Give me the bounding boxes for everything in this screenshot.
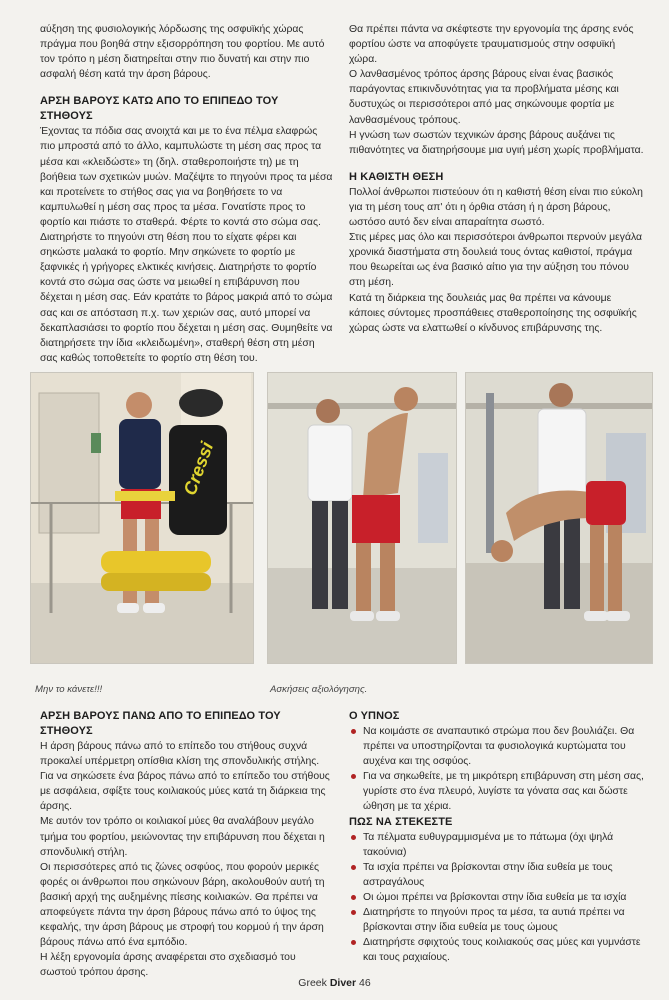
caption-dont-do-this: Μην το κάνετε!!! xyxy=(35,684,103,695)
list-item xyxy=(349,935,645,965)
list-item-text: Τα ισχία πρέπει να βρίσκονται στην ίδια ευθεία με τους αστραγάλους xyxy=(363,861,613,888)
list-item xyxy=(349,890,645,905)
column-bottom-right xyxy=(349,709,645,965)
knowledge-paragraph: Η γνώση των σωστών τεχνικών άρσης βάρους αυξάνει τις πιθανότητες να διατηρήσουμε μια υγιή μέση χωρίς προβλήματα. xyxy=(349,129,644,156)
above-chest-paragraph-4: Οι περισσότερες από τις ζώνες οσφύος, που φορούν μερικές φορές οι άνθρωποι που σηκώνουν βάρη, ακολουθούν αυτή τη βασική αρχή της αυξημένης πίεσης κοιλιακών. Θα πρέπει να αποφεύγετε πάντα την άρση βάρους πάνω από το ύψος της κεφαλής, την άρση βάρους με στροφή του κορμού ή την άρση βάρους πάνω από ένα εμπόδιο. xyxy=(40,861,325,949)
list-item-text: Διατηρήστε σφιχτούς τους κοιλιακούς σας μύες και γυμνάστε και τους ραχιαίους. xyxy=(363,937,641,964)
column-top-left xyxy=(40,22,334,366)
bullet-icon xyxy=(351,910,356,915)
wrong-lifting-paragraph: Ο λανθασμένος τρόπος άρσης βάρους είναι ένας βασικός παράγοντας επικινδυνότητας για τα προβλήματα μέσης και δυστυχώς οι περισσότεροι από μας σηκώνουμε φορτία με λανθασμένους τρόπους. xyxy=(349,69,619,126)
section-heading-sleep: Ο ΥΠΝΟΣ xyxy=(349,710,400,722)
above-chest-paragraph-5: Η λέξη εργονομία άρσης αναφέρεται στο σχεδιασμό του σωστού τρόπου άρσης. xyxy=(40,952,296,979)
section-heading-above-chest: ΑΡΣΗ ΒΑΡΟΥΣ ΠΑΝΩ ΑΠΟ ΤΟ ΕΠΙΠΕΔΟ ΤΟΥ ΣΤΗΘΟΥΣ xyxy=(40,710,281,737)
list-item-text: Για να σηκωθείτε, με τη μικρότερη επιβάρυνση στη μέση σας, γυρίστε στο ένα πλευρό, λυγίστε τα γόνατα σας και δώστε ώθηση με τα χέρια. xyxy=(363,771,644,813)
list-item xyxy=(349,905,645,935)
above-chest-paragraph-3: Με αυτόν τον τρόπο οι κοιλιακοί μύες θα αναλάβουν μεγάλο τμήμα του φορτίου, μειώνοντας την επιβάρυνση που δέχεται η σπονδυλική στήλη. xyxy=(40,816,325,858)
ergonomics-paragraph: Θα πρέπει πάντα να σκέφτεστε την εργονομία της άρσης ενός φορτίου ώστε να αποφύγετε τραυματισμούς στην οσφυϊκή χώρα. xyxy=(349,24,634,66)
sleep-list xyxy=(349,724,645,815)
bullet-icon xyxy=(351,774,356,779)
photo-wrong-lifting xyxy=(30,372,254,664)
bullet-icon xyxy=(351,865,356,870)
above-chest-paragraph-1: Η άρση βάρους πάνω από το επίπεδο του στήθους συχνά προκαλεί υπέρμετρη οπίσθια κλίση της σπονδυλικής στήλης. xyxy=(40,741,320,768)
above-chest-paragraph-2: Για να σηκώσετε ένα βάρος πάνω από το επίπεδο του στήθους με ασφάλεια, σφίξτε τους κοιλιακούς μύες κατά τη διάρκεια της άρσης. xyxy=(40,771,330,813)
photo-assessment-forward-bend-illustration xyxy=(466,373,653,664)
list-item-text: Οι ώμοι πρέπει να βρίσκονται στην ίδια ευθεία με τα ισχία xyxy=(363,891,627,903)
section-heading-sitting: Η ΚΑΘΙΣΤΗ ΘΕΣΗ xyxy=(349,170,444,183)
list-item xyxy=(349,830,645,860)
intro-paragraph: αύξηση της φυσιολογικής λόρδωσης της οσφυϊκής χώρας πράγμα που βοηθά στην εξισορρόπηση του φορτίου. Με αυτό τον τρόπο η μέση διατηρείται στην πιο δυνατή και στην πιο ασφαλή θέση κατά την άρση βάρους. xyxy=(40,24,325,81)
bullet-icon xyxy=(351,895,356,900)
bullet-icon xyxy=(351,729,356,734)
photo-wrong-lifting-illustration xyxy=(31,373,254,664)
sitting-paragraph-1: Πολλοί άνθρωποι πιστεύουν ότι η καθιστή θέση είναι πιο εύκολη για τη μέση τους απ' ότι η όρθια στάση ή η άρση βάρους, ωστόσο αυτό δεν είναι απαραίτητα σωστό. xyxy=(349,186,643,229)
sitting-paragraph-2: Στις μέρες μας όλο και περισσότεροι άνθρωποι περνούν μεγάλα χρονικά διαστήματα στη δουλειά τους όντας καθιστοί, πράγμα που θεωρείται ως ένα βασικό αίτιο για την αύξηση του πόνου στη μέση. xyxy=(349,232,643,289)
column-bottom-left xyxy=(40,709,332,981)
photo-assessment-backbend xyxy=(267,372,457,664)
below-chest-body: Έχοντας τα πόδια σας ανοιχτά και με το ένα πέλμα ελαφρώς πιο μπροστά από το άλλο, καμπυλώστε τη μέση σας προς τα μέσα και «κλειδώστε» τη (δηλ. σταθεροποιήστε τη) με τη βοήθεια των σχετικών μυών. Μαζέψτε το πηγούνι προς τα μέσα και προτείνετε το στήθος σας για να βοηθήσετε το να καμπυλωθεί η μέση σας προς τα μέσα. Γονατίστε προς το φορτίο και πιάστε το σταθερά. Φέρτε το κοντά στο σώμα σας. Διατηρήστε το πηγούνι στη θέση που το είχατε φέρει και σηκώστε μαλακά το φορτίο. Μην σηκώνετε το φορτίο με ξαφνικές ή γρήγορες ελκτικές κινήσεις. Διατηρήστε το φορτίο κοντά στο σώμα σας ώστε να μειωθεί η επιβάρυνση που δέχεται η μέση σας. Εάν κρατάτε το βάρος μακριά από το σώμα σας και σε απόσταση π.χ. των χεριών σας, αυτό μπορεί να δεκαπλασιάσει το φορτίο που δέχεται η μέση σας. Θυμηθείτε να διατηρήσετε την ίδια «κλειδωμένη», σταθερή θέση στη μέση σας καθώς τοποθετείτε το φορτίο στη θέση του. xyxy=(40,126,333,364)
list-item xyxy=(349,724,645,769)
section-heading-below-chest: ΑΡΣΗ ΒΑΡΟΥΣ ΚΑΤΩ ΑΠΟ ΤΟ ΕΠΙΠΕΔΟ ΤΟΥ ΣΤΗΘΟΥΣ xyxy=(40,95,279,123)
list-item-text: Τα πέλματα ευθυγραμμισμένα με το πάτωμα (όχι ψηλά τακούνια) xyxy=(363,831,614,858)
standing-list xyxy=(349,830,645,966)
sitting-paragraph-3: Κατά τη διάρκεια της δουλειάς μας θα πρέπει να κάνουμε κάποιες σύντομες προσπάθειες σταθεροποίησης της οσφυϊκής χώρας ώστε να ελαττωθεί ο κίνδυνος επιβάρυνσης της. xyxy=(349,292,637,334)
cressi-logo-text: Cressi xyxy=(179,439,218,498)
list-item-text: Διατηρήστε το πηγούνι προς τα μέσα, τα αυτιά πρέπει να βρίσκονται στην ίδια ευθεία με τους ώμους xyxy=(363,907,625,934)
bullet-icon xyxy=(351,835,356,840)
section-heading-standing: ΠΩΣ ΝΑ ΣΤΕΚΕΣΤΕ xyxy=(349,815,453,828)
caption-assessment-exercises: Ασκήσεις αξιολόγησης. xyxy=(270,684,368,695)
column-top-right xyxy=(349,22,645,336)
list-item-text: Να κοιμάστε σε αναπαυτικό στρώμα που δεν βουλιάζει. Θα πρέπει να υποστηρίζονται τα φυσιολογικά κυρτώματα του αυχένα και της οσφύος. xyxy=(363,726,635,768)
list-item xyxy=(349,769,645,814)
bullet-icon xyxy=(351,940,356,945)
footer-magazine-brand: Diver xyxy=(329,977,357,989)
footer-magazine-prefix: Greek xyxy=(298,977,327,989)
photo-assessment-forward-bend xyxy=(465,372,653,664)
photo-assessment-backbend-illustration xyxy=(268,373,457,664)
page-footer xyxy=(0,977,669,989)
page-number: 46 xyxy=(359,977,371,989)
list-item xyxy=(349,860,645,890)
